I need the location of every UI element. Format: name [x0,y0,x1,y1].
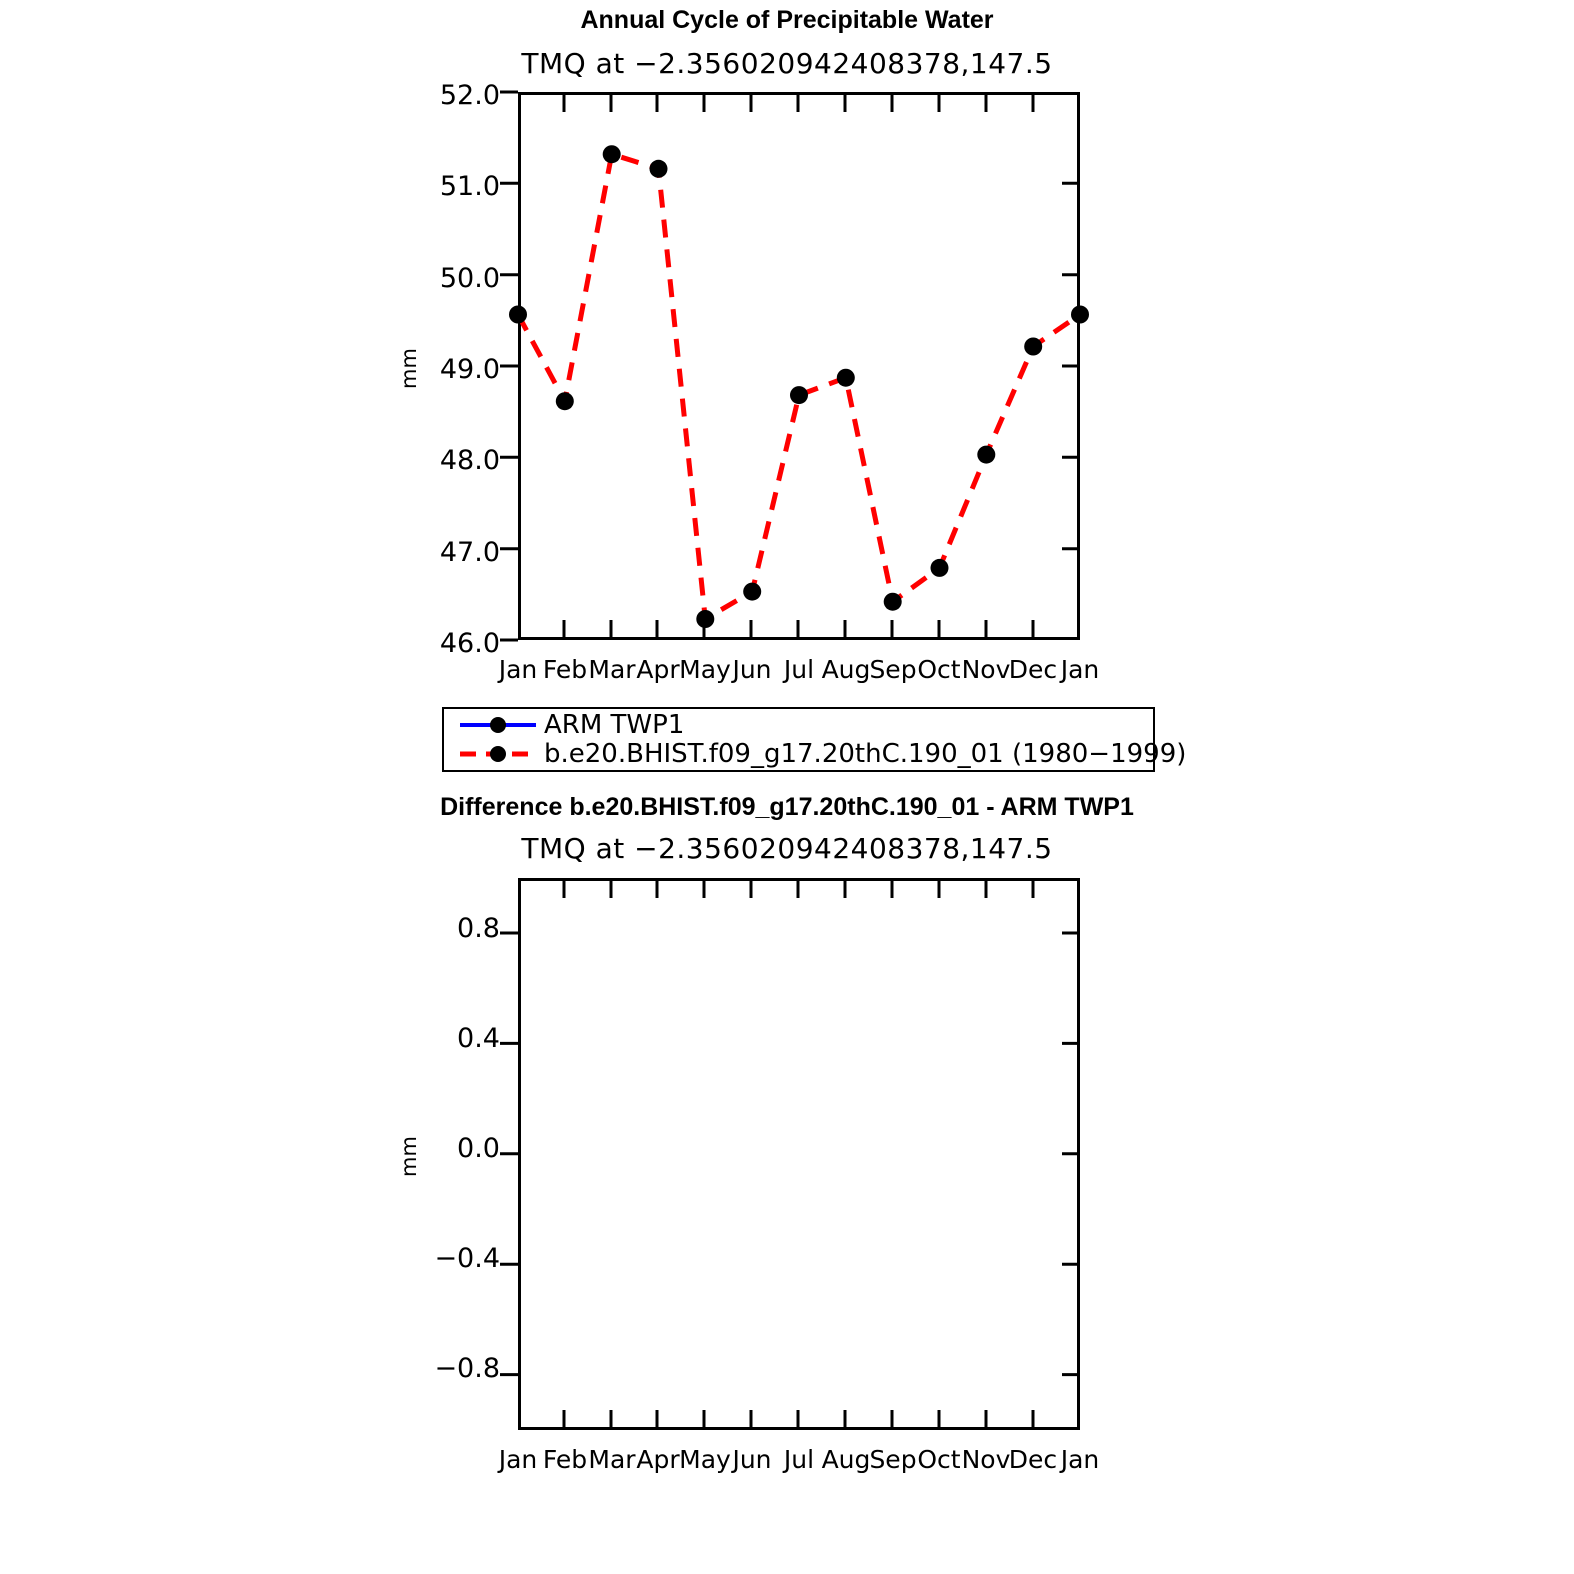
bottom-xtick-jan2: Jan [1060,1445,1100,1474]
legend-label-observation: ARM TWP1 [544,710,685,740]
top-ytick-50: 50.0 [439,263,500,294]
top-ytick-51: 51.0 [439,171,500,202]
top-chart-subtitle: TMQ at −2.356020942408378,147.5 [521,47,1053,80]
legend-entry-model[interactable] [540,740,1186,768]
top-ytick-48: 48.0 [439,445,500,476]
bottom-plot-area [518,878,1080,1430]
bottom-xtick-nov: Nov [961,1445,1011,1474]
top-xtick-jan2: Jan [1060,655,1100,684]
top-xtick-apr: Apr [636,655,680,684]
bottom-ytick-neg08: −0.8 [434,1353,500,1384]
bottom-y-axis-label: mm [397,1136,421,1177]
bottom-xtick-mar: Mar [588,1445,636,1474]
bottom-chart-panel [0,790,1574,1574]
top-ytick-46: 46.0 [439,628,500,659]
top-y-axis-label: mm [397,348,421,389]
chart-legend [442,707,1187,772]
bottom-ytick-neg04: −0.4 [434,1243,500,1274]
top-xtick-dec: Dec [1008,655,1058,684]
bottom-xtick-oct: Oct [917,1445,961,1474]
top-xtick-feb: Feb [542,655,588,684]
top-xtick-may: May [679,655,731,684]
top-xtick-nov: Nov [961,655,1011,684]
bottom-chart-subtitle: TMQ at −2.356020942408378,147.5 [521,832,1053,865]
top-ytick-47: 47.0 [439,537,500,568]
bottom-xtick-dec: Dec [1008,1445,1058,1474]
legend-label-model: b.e20.BHIST.f09_g17.20thC.190_01 (1980−1999) [544,739,1187,769]
top-chart-title: Annual Cycle of Precipitable Water [580,6,994,34]
top-xtick-sep: Sep [869,655,917,684]
top-xtick-jan: Jan [498,655,538,684]
bottom-xtick-may: May [679,1445,731,1474]
bottom-xtick-feb: Feb [542,1445,588,1474]
legend-entry-observation[interactable] [540,711,684,739]
bottom-xtick-aug: Aug [821,1445,871,1474]
bottom-xtick-jul: Jul [783,1445,815,1474]
top-xtick-jul: Jul [783,655,815,684]
bottom-xtick-apr: Apr [636,1445,680,1474]
bottom-xtick-jan: Jan [498,1445,538,1474]
top-xtick-mar: Mar [588,655,636,684]
bottom-xtick-jun: Jun [732,1445,772,1474]
bottom-ytick-08: 0.8 [457,913,500,944]
bottom-ytick-00: 0.0 [457,1133,500,1164]
top-xtick-oct: Oct [917,655,961,684]
top-ytick-49: 49.0 [439,354,500,385]
top-xtick-aug: Aug [821,655,871,684]
top-xtick-jun: Jun [732,655,772,684]
bottom-ytick-04: 0.4 [457,1023,500,1054]
top-plot-area [518,92,1080,640]
top-ytick-52: 52.0 [439,80,500,111]
bottom-xtick-sep: Sep [869,1445,917,1474]
bottom-chart-title: Difference b.e20.BHIST.f09_g17.20thC.190_01 - ARM TWP1 [440,793,1134,821]
